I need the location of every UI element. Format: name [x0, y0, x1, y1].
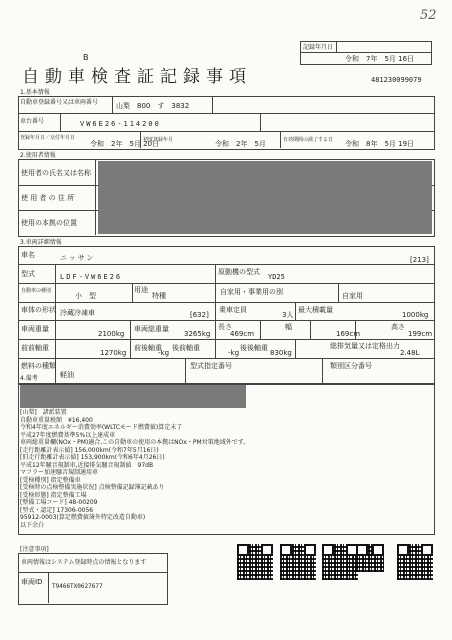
gross-label: 車両総重量 [134, 325, 169, 333]
engine-label: 原動機の型式 [218, 268, 260, 276]
initial-reg-value: 令和 2年 5月 [215, 140, 266, 148]
qr-code-2 [280, 544, 316, 580]
doc-number: 481230099079 [371, 76, 422, 84]
fuel-value: 軽油 [60, 371, 74, 379]
notes-list [20, 409, 320, 529]
height-value: 199cm [408, 330, 433, 338]
note-line: 自動車重量税額 ¥16,400 [20, 416, 93, 424]
chassis-label: 車台番号 [20, 118, 45, 125]
section1-heading: 1.基本情報 [20, 89, 50, 96]
displacement-label: 総排気量又は定格出力 [330, 342, 400, 350]
note-line: 令和4年度エネルギー消費効率(WLTCモード燃費値)算定未了 [20, 424, 183, 431]
designation-label: 型式指定番号 [190, 362, 232, 370]
maxload-value: 1000kg [402, 311, 429, 319]
expiry-value: 令和 8年 5月 19日 [345, 140, 415, 148]
note-line: [旧走行距離計表示値] 153,900km(令和6年4月26日) [20, 454, 165, 461]
maker-label: 車名 [21, 251, 35, 259]
engine-value: YD25 [268, 273, 285, 281]
fr-axle-value: -kg [158, 349, 170, 357]
notice-label: [注意事項] [20, 546, 49, 553]
user-address-label: 使 用 者 の 住 所 [21, 194, 75, 202]
note-line: 平成12年騒音規制車,近接排気騒音規制値 97dB [20, 461, 154, 469]
rr-axle-value: 830kg [270, 349, 292, 357]
qr-code-3 [322, 544, 358, 580]
letter-b: B [83, 53, 89, 62]
length-label: 長さ [218, 323, 232, 331]
height-label: 高さ [391, 323, 405, 331]
record-date-label: 記録年月日 [303, 44, 334, 51]
rf-axle-value: -kg [228, 349, 240, 357]
weight-value: 2100kg [98, 330, 125, 338]
note-line: [整備工場コード] 48-00209 [20, 499, 98, 506]
shape-value: 冷蔵冷凍車 [60, 309, 95, 317]
note-line: [受検形態] 指定整備工場 [20, 491, 87, 499]
note-line: [走行距離計表示値] 156,000km(令和7年5月16日) [20, 446, 159, 454]
section2-heading: 2.使用者情報 [20, 152, 56, 159]
capacity-label: 乗車定員 [219, 306, 247, 314]
maxload-label: 最大積載量 [298, 306, 333, 314]
redacted-notes [20, 385, 246, 408]
gross-value: 3265kg [184, 330, 211, 338]
vehicle-id-label: 車両ID [21, 578, 43, 586]
qr-code-4 [356, 544, 384, 572]
weight-label: 車両重量 [21, 325, 49, 333]
ff-axle-label: 前前軸重 [21, 344, 49, 352]
ff-axle-value: 1270kg [100, 349, 127, 357]
rr-axle-label: 後後軸重 [240, 344, 268, 352]
note-line: 以下余白 [20, 521, 45, 529]
qr-code-5 [397, 544, 433, 580]
chassis-value: VW6E26-114200 [80, 120, 161, 128]
maker-value: ニッサン [60, 254, 96, 262]
redacted-user-info [98, 161, 432, 234]
note-line: 車両総重量欄(NOx・PM)適合,この自動車の使用の本拠はNOx・PM対策地域外です。 [20, 439, 250, 446]
width-value: 169cm [336, 330, 361, 338]
use-label: 用途 [134, 286, 148, 294]
private-value: 自家用 [342, 292, 363, 300]
first-reg-label: 登録年月日／交付年月日 [20, 135, 76, 141]
note-line: 95912-0003(算定燃費値簿外特定改造自動車) [20, 514, 146, 521]
initial-reg-label: 初度登録年月 [143, 137, 174, 143]
vehicle-id-value: T9466TX0627677 [52, 583, 103, 590]
type-label: 型式 [21, 270, 35, 278]
note-line: [受検種別] 指定整備車 [20, 476, 81, 484]
note-line: [受検時の点検整備実施状況] 点検整備記録簿記載あり [20, 484, 165, 491]
section4-heading: 4.備考 [20, 375, 38, 382]
kind-value: 小 型 [75, 292, 96, 300]
fr-axle-label: 前後軸重 [134, 344, 162, 352]
shape-label: 車体の形状 [21, 306, 56, 314]
maker-code: [213] [410, 256, 429, 264]
rf-axle-label: 後前軸重 [172, 344, 200, 352]
length-value: 469cm [230, 330, 255, 338]
note-line: 平成27年度燃費基準5%以上達成車 [20, 431, 116, 439]
reg-number-value: 山梨 800 す 3832 [116, 102, 190, 110]
shape-code: [632] [190, 311, 209, 319]
qr-code-1 [237, 544, 273, 580]
capacity-value: 3人 [282, 311, 294, 319]
kind-label: 自動車の種別 [21, 288, 52, 294]
usage-base-label: 使用の本拠の位置 [21, 219, 77, 227]
record-date: 令和 7年 5月 16日 [345, 55, 415, 63]
note-line: [山梨] 諸派装置 [20, 409, 67, 416]
note-line: マフラー加速騒音規制適用車 [20, 469, 99, 476]
expiry-label: 有効期間の満了する日 [283, 137, 334, 143]
note-line: [型式・認定] 17306-0056 [20, 506, 94, 514]
reg-number-label: 自動車登録番号又は車両番号 [20, 99, 99, 106]
use-value: 特種 [152, 292, 166, 300]
notice-text: 車両情報はシステム登録時点の情報となります [21, 559, 147, 566]
page-title: 自動車検査証記録事項 [22, 67, 252, 87]
user-name-label: 使用者の氏名又は名称 [21, 169, 91, 177]
private-label: 自家用・事業用の別 [220, 288, 283, 296]
corner-mark: 52 [420, 8, 437, 23]
category-label: 類別区分番号 [330, 362, 372, 370]
displacement-value: 2.48L [400, 349, 420, 357]
width-label: 幅 [285, 323, 292, 331]
first-reg-value: 令和 2年 5月 20日 [90, 140, 160, 148]
fuel-label: 燃料の種類 [21, 362, 56, 370]
section3-heading: 3.車両詳細情報 [20, 239, 62, 246]
type-value: LDF-VW6E26 [60, 273, 123, 281]
